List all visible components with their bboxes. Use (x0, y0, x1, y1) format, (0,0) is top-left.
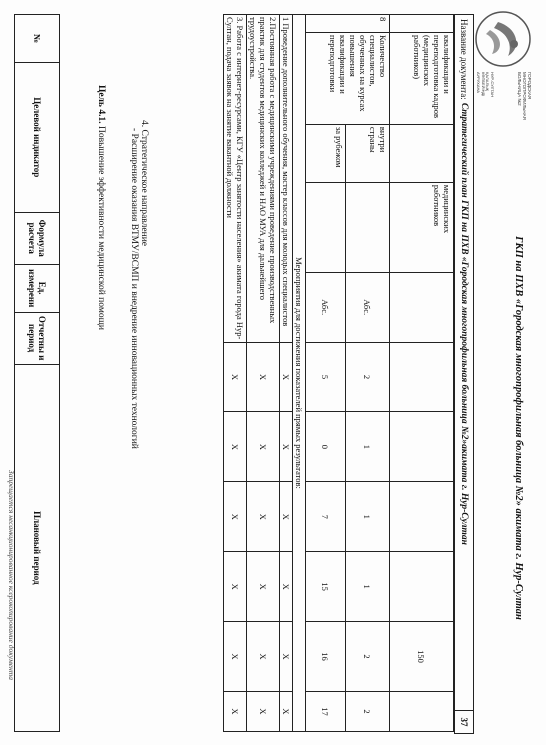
org-sub-line: НУР-СУЛТАН (490, 72, 495, 98)
value-cell: 2 (346, 691, 390, 731)
x-mark: X (224, 412, 247, 482)
x-mark: X (280, 691, 293, 731)
column-header: Плановый период (15, 364, 60, 731)
table-header-row (15, 15, 60, 732)
x-mark: X (247, 691, 280, 731)
x-mark: X (247, 622, 280, 692)
document-name-row (454, 14, 474, 734)
x-mark: X (280, 552, 293, 622)
value-cell (390, 272, 454, 342)
org-sub-line: АУРУХАНА (476, 72, 482, 94)
x-mark: X (280, 412, 293, 482)
column-header: Ед. измерени (15, 264, 60, 312)
table-row (346, 15, 390, 732)
value-cell: 16 (306, 622, 346, 692)
indicators-table (223, 14, 454, 732)
value-cell (390, 552, 454, 622)
column-header: Отчетны и период (15, 312, 60, 364)
measures-title: Мероприятия для достижения показателей прямых результатов: (293, 15, 306, 732)
table-row (224, 15, 247, 732)
value-cell: 2 (346, 342, 390, 412)
value-cell: 7 (306, 482, 346, 552)
document-name-value: Стратегический план ГКП на ПХВ «Городская многопрофильная больница №2»акимата г. Нур-Султан (459, 102, 469, 545)
hospital-logo-icon (472, 8, 534, 70)
x-mark: X (224, 342, 247, 412)
value-cell (390, 412, 454, 482)
table-row (280, 15, 293, 732)
footer-note: Запрещается несанкционированное ксерокопирование документа (7, 470, 16, 681)
strategic-direction (129, 120, 149, 449)
strategic-direction-text: - Расширение оказания ВТМУ/ВСМП и внедрение инновационных технологий (129, 128, 139, 449)
unit-cell (346, 182, 390, 272)
measure-text: 1 Проведение дополнительного обучения, мастер классов для молодых специалистов (280, 15, 293, 343)
measure-text: 3. Работа с интернет-ресурсами, КГУ «Центр занятости населения» акимата города Нур-Султан, подача заявок на занятие вакантной должности (224, 15, 247, 343)
indicator-cell: квалификации и переподготовка кадров (медицинских работников) (390, 32, 454, 124)
value-cell: 1 (346, 552, 390, 622)
value-cell: 0 (306, 412, 346, 482)
table-cell (390, 15, 454, 33)
goal-indicators-table (14, 14, 60, 732)
value-cell: 2 (346, 622, 390, 692)
strategic-direction-title: 4. Стратегическое направление (139, 120, 149, 247)
unit-cell (306, 182, 346, 272)
row-number: 8 (306, 15, 390, 33)
x-mark: X (247, 342, 280, 412)
value-cell (390, 691, 454, 731)
x-mark: X (224, 482, 247, 552)
goal-label: Цель 4.1. (96, 85, 106, 124)
column-header: Целевой индикатор (15, 62, 60, 212)
value-cell: 15 (306, 552, 346, 622)
org-sub-line: ҚАЛАЛЫҚ (485, 72, 491, 91)
x-mark: X (224, 691, 247, 731)
unit-cell: Абс. (346, 272, 390, 342)
x-mark: X (224, 552, 247, 622)
value-cell: 1 (346, 412, 390, 482)
value-cell: 17 (306, 691, 346, 731)
column-header: Формула расчета (15, 212, 60, 264)
goal-text: Повышение эффективности медицинской помощи (96, 125, 106, 330)
org-line: ГОРОДСКАЯ (527, 72, 532, 100)
table-row (293, 15, 306, 732)
measure-text: 2.Постоянная работа с медицинскими учреждениями проведение производственных практик для студентов медицинских колледжей и НАО МУА для дальнейшего трудоустройства. (247, 15, 280, 343)
org-line: БОЛЬНИЦА №2 (517, 72, 522, 106)
value-cell (390, 342, 454, 412)
table-row (247, 15, 280, 732)
value-cell: 150 (390, 622, 454, 692)
x-mark: X (247, 412, 280, 482)
indicator-cell: Количество специалистов, обученных на курсах повышения квалификации и переподготовки (306, 32, 390, 124)
formula-cell (390, 124, 454, 182)
page-title: ГКП на ПХВ «Городская многопрофильная больница №2» акимата г. Нур-Султан (513, 236, 524, 620)
page-number: 37 (455, 710, 473, 733)
table-row (390, 15, 454, 732)
document-name-label: Название документа: (459, 19, 469, 100)
organization-name (517, 72, 532, 136)
x-mark: X (280, 622, 293, 692)
org-sub-line: КӨПБЕЙІНДІ (481, 72, 486, 97)
x-mark: X (247, 552, 280, 622)
x-mark: X (280, 342, 293, 412)
goal-line (96, 85, 106, 330)
x-mark: X (247, 482, 280, 552)
unit-cell: медицинских работников (390, 182, 454, 272)
unit-cell: Абс. (306, 272, 346, 342)
organization-name-kz (476, 72, 494, 130)
value-cell (390, 482, 454, 552)
sub-indicator-cell: за рубежом (306, 124, 346, 182)
org-line: МНОГОПРОФИЛЬНАЯ (522, 72, 527, 120)
x-mark: X (224, 622, 247, 692)
x-mark: X (280, 482, 293, 552)
column-header: № (15, 15, 60, 63)
value-cell: 1 (346, 482, 390, 552)
sub-indicator-cell: внутри страны (346, 124, 390, 182)
value-cell: 5 (306, 342, 346, 412)
